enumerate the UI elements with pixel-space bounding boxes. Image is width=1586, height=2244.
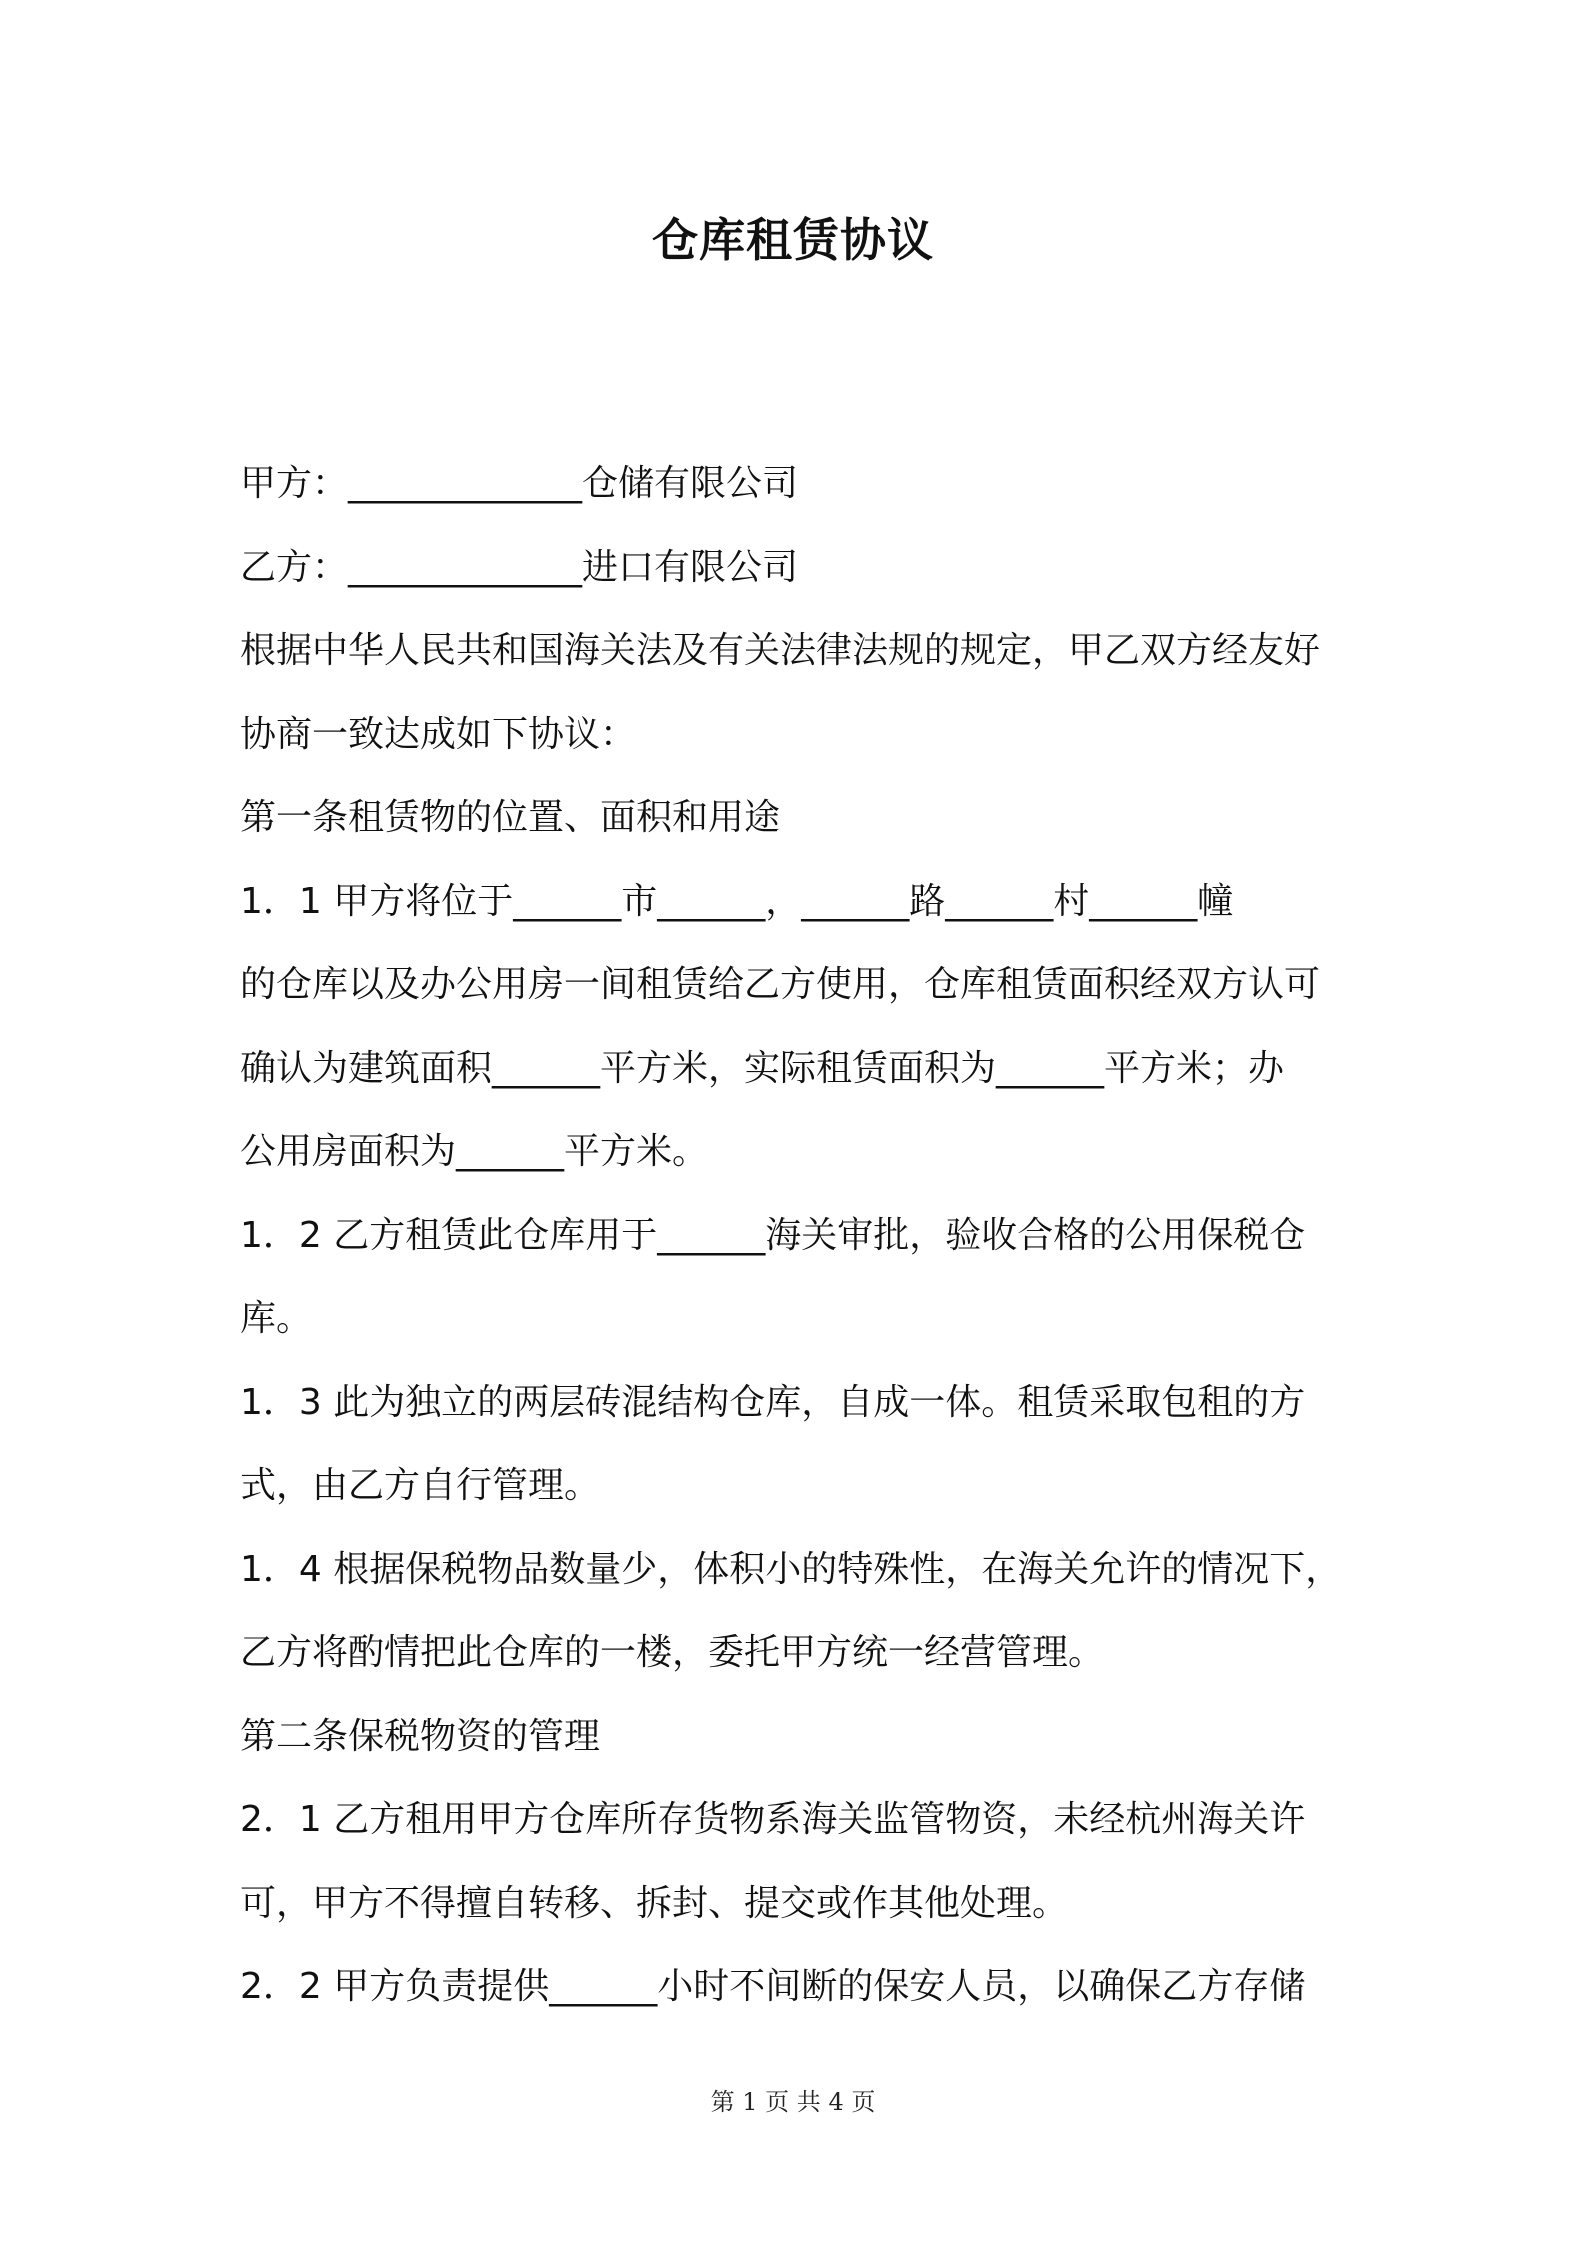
preamble-line: 协商一致达成如下协议：	[240, 713, 637, 755]
preamble-line: 根据中华人民共和国海关法及有关法律法规的规定，甲乙双方经友好	[240, 630, 1321, 671]
party-a-line: 甲方：_____________仓储有限公司	[240, 463, 799, 504]
clause-line: 乙方将酌情把此仓库的一楼，委托甲方统一经营管理。	[240, 1632, 1105, 1673]
clause-line: 的仓库以及办公用房一间租赁给乙方使用，仓库租赁面积经双方认可	[240, 964, 1321, 1005]
clause-line: 1．1 甲方将位于______市______，______路______村______幢	[240, 880, 1234, 922]
clause-line: 公用房面积为______平方米。	[240, 1131, 709, 1172]
party-b-line: 乙方：_____________进口有限公司	[240, 546, 799, 588]
clause-line: 2．1 乙方租用甲方仓库所存货物系海关监管物资，未经杭州海关许	[240, 1799, 1306, 1840]
clause-line: 1．2 乙方租赁此仓库用于______海关审批，验收合格的公用保税仓	[240, 1214, 1306, 1256]
page-number-footer: 第 1 页 共 4 页	[710, 2088, 876, 2116]
clause-line: 1．3 此为独立的两层砖混结构仓库，自成一体。租赁采取包租的方	[240, 1381, 1306, 1423]
clause-line: 2．2 甲方负责提供______小时不间断的保安人员，以确保乙方存储	[240, 1966, 1306, 2007]
clause-line: 库。	[240, 1298, 313, 1339]
article-heading: 第一条租赁物的位置、面积和用途	[240, 797, 781, 838]
clause-line: 式，由乙方自行管理。	[240, 1465, 601, 1506]
clause-line: 可，甲方不得擅自转移、拆封、提交或作其他处理。	[240, 1882, 1069, 1924]
document-body	[240, 442, 1366, 2029]
clause-line: 确认为建筑面积______平方米，实际租赁面积为______平方米；办	[240, 1047, 1285, 1089]
document-title: 仓库租赁协议	[652, 213, 934, 267]
clause-line: 1．4 根据保税物品数量少，体积小的特殊性，在海关允许的情况下，	[240, 1548, 1342, 1590]
article-heading: 第二条保税物资的管理	[240, 1715, 601, 1757]
